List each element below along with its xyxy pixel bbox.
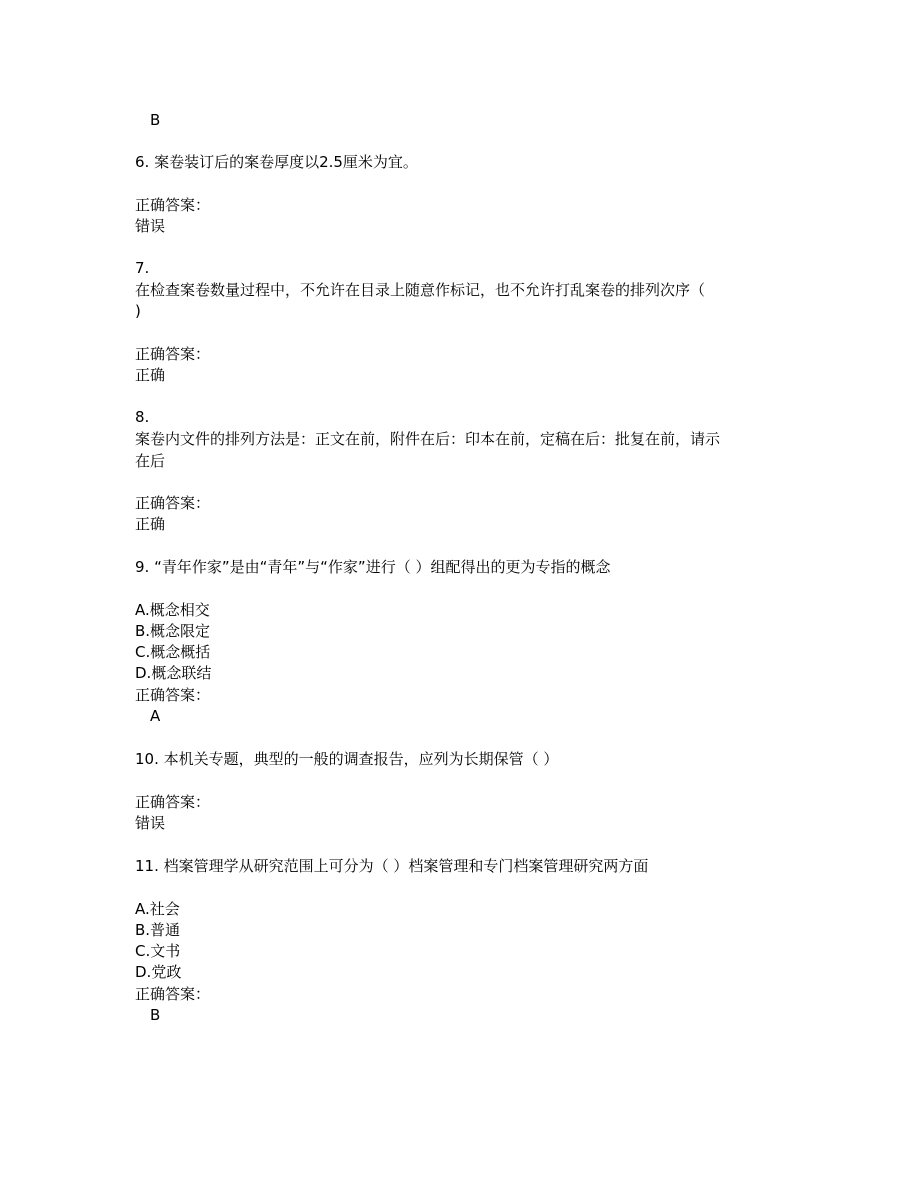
answer-5: B xyxy=(150,111,161,129)
question-7-number: 7. xyxy=(135,259,150,277)
question-9: 9. “青年作家”是由“青年”与“作家”进行（ ）组配得出的更为专指的概念 xyxy=(135,558,611,576)
answer-7: 正确 xyxy=(135,366,166,384)
answer-6: 错误 xyxy=(135,217,166,235)
option-9-b: B.概念限定 xyxy=(135,622,211,640)
answer-11: B xyxy=(150,1006,161,1024)
option-9-c: C.概念概括 xyxy=(135,643,211,661)
answer-10: 错误 xyxy=(135,814,166,832)
answer-label-11: 正确答案： xyxy=(135,985,211,1003)
question-8-text: 案卷内文件的排列方法是：正文在前，附件在后：印本在前，定稿在后：批复在前，请示 xyxy=(135,430,721,448)
answer-8: 正确 xyxy=(135,515,166,533)
option-11-a: A.社会 xyxy=(135,900,180,918)
question-8-text-cont: 在后 xyxy=(135,452,166,470)
option-11-c: C.文书 xyxy=(135,942,181,960)
option-11-b: B.普通 xyxy=(135,921,181,939)
answer-label-7: 正确答案： xyxy=(135,345,211,363)
option-9-a: A.概念相交 xyxy=(135,601,210,619)
question-7-text-cont: ) xyxy=(135,302,141,320)
answer-label-10: 正确答案： xyxy=(135,793,211,811)
option-9-d: D.概念联结 xyxy=(135,664,212,682)
answer-label-9: 正确答案： xyxy=(135,686,211,704)
answer-label-8: 正确答案： xyxy=(135,494,211,512)
answer-label-6: 正确答案： xyxy=(135,196,211,214)
question-7-text: 在检查案卷数量过程中，不允许在目录上随意作标记，也不允许打乱案卷的排列次序（ xyxy=(135,281,706,299)
answer-9: A xyxy=(150,707,161,725)
option-11-d: D.党政 xyxy=(135,963,182,981)
question-11: 11. 档案管理学从研究范围上可分为（ ）档案管理和专门档案管理研究两方面 xyxy=(135,857,649,875)
question-6: 6. 案卷装订后的案卷厚度以2.5厘米为宜。 xyxy=(135,153,418,171)
question-8-number: 8. xyxy=(135,408,150,426)
question-10: 10. 本机关专题，典型的一般的调查报告，应列为长期保管（ ） xyxy=(135,750,559,768)
